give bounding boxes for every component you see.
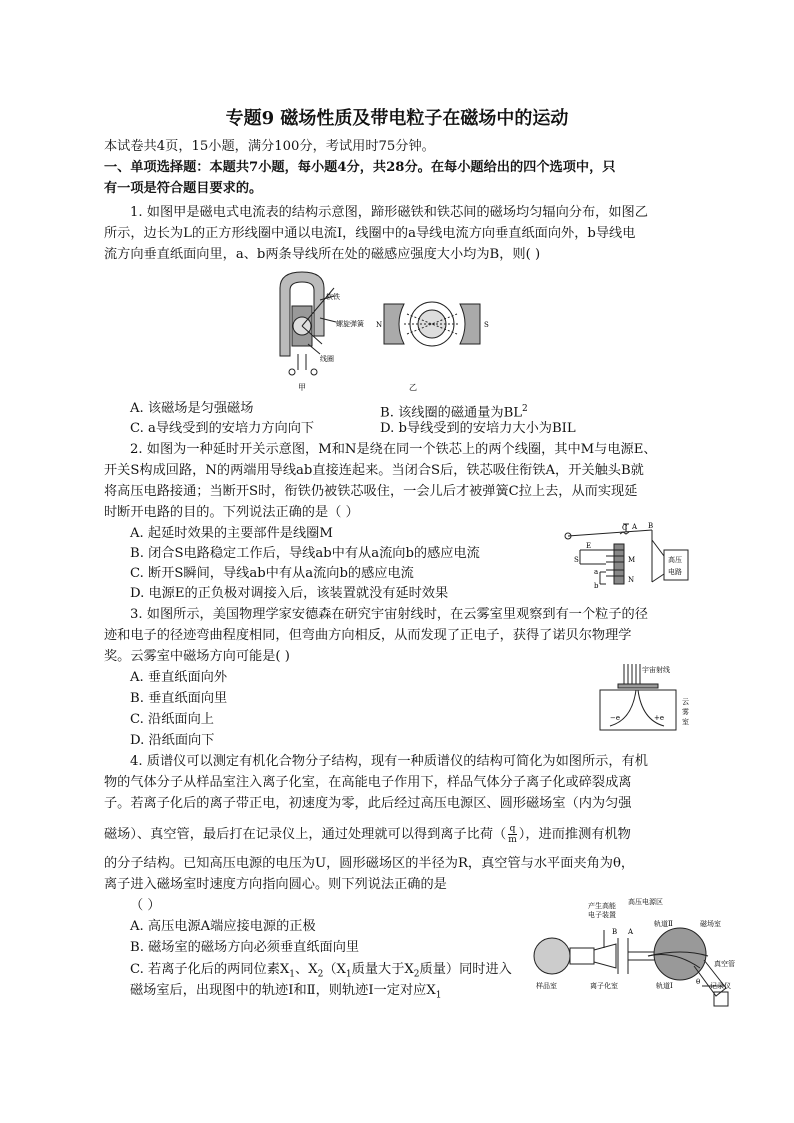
q4-stem-line5: 的分子结构。已知高压电源的电压为U，圆形磁场区的半径为R，真空管与水平面夹角为θ， — [104, 856, 635, 871]
q4-stem-line4: 磁场）、真空管，最后打在记录仪上，通过处理就可以得到离子比荷（ $\frac{q}{m}$ ），进而推测有机物 — [104, 824, 631, 845]
q1-fig-label-ruantie: 软铁 — [326, 294, 340, 301]
q2-fig-c: C — [622, 524, 628, 532]
q4-fig-cichang: 磁场室 — [700, 920, 721, 928]
q4-option-c-line2: 磁场室后，出现图中的轨迹Ⅰ和Ⅱ，则轨迹Ⅰ一定对应$X_1$ — [130, 983, 442, 1001]
q2-fig-gaoya1: 高压 — [668, 556, 682, 564]
q3-option-b: B. 垂直纸面向里 — [130, 691, 228, 706]
q2-option-b: B. 闭合S电路稳定工作后，导线ab中有从a流向b的感应电流 — [130, 546, 480, 561]
exam-intro: 本试卷共4页，15小题，满分100分，考试用时75分钟。 — [104, 139, 435, 154]
q2-fig-gaoya2: 电路 — [668, 568, 682, 576]
q1-option-b: B. 该线圈的磁通量为$BL^2$ — [380, 404, 528, 421]
q1-figure-ammeter — [262, 266, 492, 396]
page-title: 专题9 磁场性质及带电粒子在磁场中的运动 — [225, 108, 569, 129]
q1-option-c: C. a导线受到的安培力方向向下 — [130, 421, 315, 436]
q2-stem-line1: 2. 如图为一种延时开关示意图，M和N是绕在同一个铁芯上的两个线圈，其中M与电源E、 — [130, 442, 657, 457]
q3-option-c: C. 沿纸面向上 — [130, 712, 214, 727]
q2-fig-e: E — [586, 542, 592, 550]
section1-header-line2: 有一项是符合题目要求的。 — [104, 181, 263, 196]
q2-figure-delay-switch — [560, 520, 690, 598]
q1-option-a: A. 该磁场是匀强磁场 — [130, 401, 254, 416]
q2-option-a: A. 起延时效果的主要部件是线圈M — [130, 526, 333, 541]
q4-stem-line3: 子。若离子化后的离子带正电，初速度为零，此后经过高压电源区、圆形磁场室（内为匀强 — [104, 796, 632, 811]
q4-stem-line2: 物的气体分子从样品室注入离子化室，在高能电子作用下，样品气体分子离子化或碎裂成离 — [104, 775, 632, 790]
q3-fig-neg-electron: −e — [610, 714, 621, 722]
q3-stem-line3: 奖。云雾室中磁场方向可能是( ) — [104, 649, 290, 664]
q4-fig-gaoya: 高压电源区 — [628, 898, 663, 906]
q4-stem-line6: 离子进入磁场室时速度方向指向圆心。则下列说法正确的是 — [104, 877, 447, 892]
q2-fig-m: M — [628, 556, 636, 564]
q3-stem-line1: 3. 如图所示，美国物理学家安德森在研究宇宙射线时，在云雾室里观察到有一个粒子的径 — [130, 607, 648, 622]
q1-stem-line2: 所示，边长为L的正方形线圈中通以电流I，线圈中的a导线电流方向垂直纸面向外，b导线电 — [104, 226, 636, 241]
q4-blank: （ ） — [130, 898, 161, 913]
q4-stem-line1: 4. 质谱仪可以测定有机化合物分子结构，现有一种质谱仪的结构可简化为如图所示，有机 — [130, 754, 648, 769]
q3-fig-wu: 雾 — [682, 708, 689, 716]
q2-fig-a: A — [632, 523, 638, 531]
q4-fig-zhenkong: 真空管 — [714, 960, 735, 968]
q3-fig-cosmic-label: 宇宙射线 — [642, 666, 670, 674]
q3-fig-pos-electron: +e — [654, 714, 665, 722]
q4-fig-gaoneng2: 电子装置 — [588, 911, 616, 919]
q4-option-c-line1: C. 若离子化后的两同位素$X_1$、$X_2(X_1$质量大于$X_2$质量）同时进入 — [130, 962, 512, 980]
q2-fig-n: N — [628, 576, 635, 584]
q4-option-a: A. 高压电源A端应接电源的正极 — [130, 919, 316, 934]
q4-fraction-q-over-m: $\frac{q}{m}$ — [508, 824, 517, 845]
q3-stem-line2: 迹和电子的径迹弯曲程度相同，但弯曲方向相反，从而发现了正电子，获得了诺贝尔物理学 — [104, 628, 632, 643]
q2-stem-line4: 时断开电路的目的。下列说法正确的是（ ） — [104, 505, 359, 520]
q2-fig-pa: a — [594, 568, 599, 576]
q4-fig-theta: θ — [696, 978, 701, 986]
q3-fig-yun: 云 — [682, 698, 689, 706]
q1-stem-line1: 1. 如图甲是磁电式电流表的结构示意图，蹄形磁铁和铁芯间的磁场均匀辐向分布，如图乙 — [130, 205, 648, 220]
q2-stem-line3: 将高压电路接通；当断开S时，衔铁仍被铁芯吸住，一会儿后才被弹簧C拉上去，从而实现延 — [104, 484, 638, 499]
section1-header-line1: 一、单项选择题：本题共7小题，每小题4分，共28分。在每小题给出的四个选项中，只 — [104, 160, 616, 175]
q1-fig-label-coil: 线圈 — [320, 356, 334, 363]
q2-stem-line2: 开关S构成回路，N的两端用导线ab直接连起来。当闭合S后，铁芯吸住衔铁A，开关触头B就 — [104, 463, 644, 478]
q1-fig-s-pole: S — [484, 321, 489, 329]
q2-option-c: C. 断开S瞬间，导线ab中有从a流向b的感应电流 — [130, 566, 414, 581]
q1-stem-line3: 流方向垂直纸面向里，a、b两条导线所在处的磁感应强度大小均为B，则( ) — [104, 247, 541, 262]
q4-option-b: B. 磁场室的磁场方向必须垂直纸面向里 — [130, 940, 360, 955]
q2-option-d: D. 电源E的正负极对调接入后，该装置就没有延时效果 — [130, 586, 449, 601]
q1-fig-n-pole: N — [376, 321, 383, 329]
q3-option-a: A. 垂直纸面向外 — [130, 670, 228, 685]
q1-fig-label-jia: 甲 — [298, 383, 306, 392]
q4-fig-track1: 轨道Ⅰ — [656, 982, 673, 990]
q4-figure-mass-spectrometer — [524, 892, 746, 1010]
q3-figure-cloud-chamber — [596, 662, 696, 734]
q4-fig-terminal-a: A — [628, 928, 634, 936]
q3-option-d: D. 沿纸面向下 — [130, 733, 215, 748]
q2-fig-pb: b — [594, 582, 599, 590]
q4-fig-track2: 轨道Ⅱ — [654, 920, 673, 928]
q2-fig-b: B — [648, 522, 654, 530]
q4-fig-yangpin: 样品室 — [536, 982, 557, 990]
q4-fig-terminal-b: B — [612, 928, 618, 936]
q2-fig-s: S — [574, 556, 579, 564]
q4-fig-lizi: 离子化室 — [590, 982, 618, 990]
q4-fig-jilu: 记录仪 — [710, 982, 731, 990]
q4-fig-gaoneng1: 产生高能 — [588, 902, 616, 910]
q3-fig-shi: 室 — [682, 718, 689, 726]
q1-option-d: D. b导线受到的安培力大小为BIL — [380, 421, 576, 436]
q1-fig-label-spring: 螺旋弹簧 — [336, 321, 364, 328]
q1-fig-label-yi: 乙 — [409, 383, 417, 392]
